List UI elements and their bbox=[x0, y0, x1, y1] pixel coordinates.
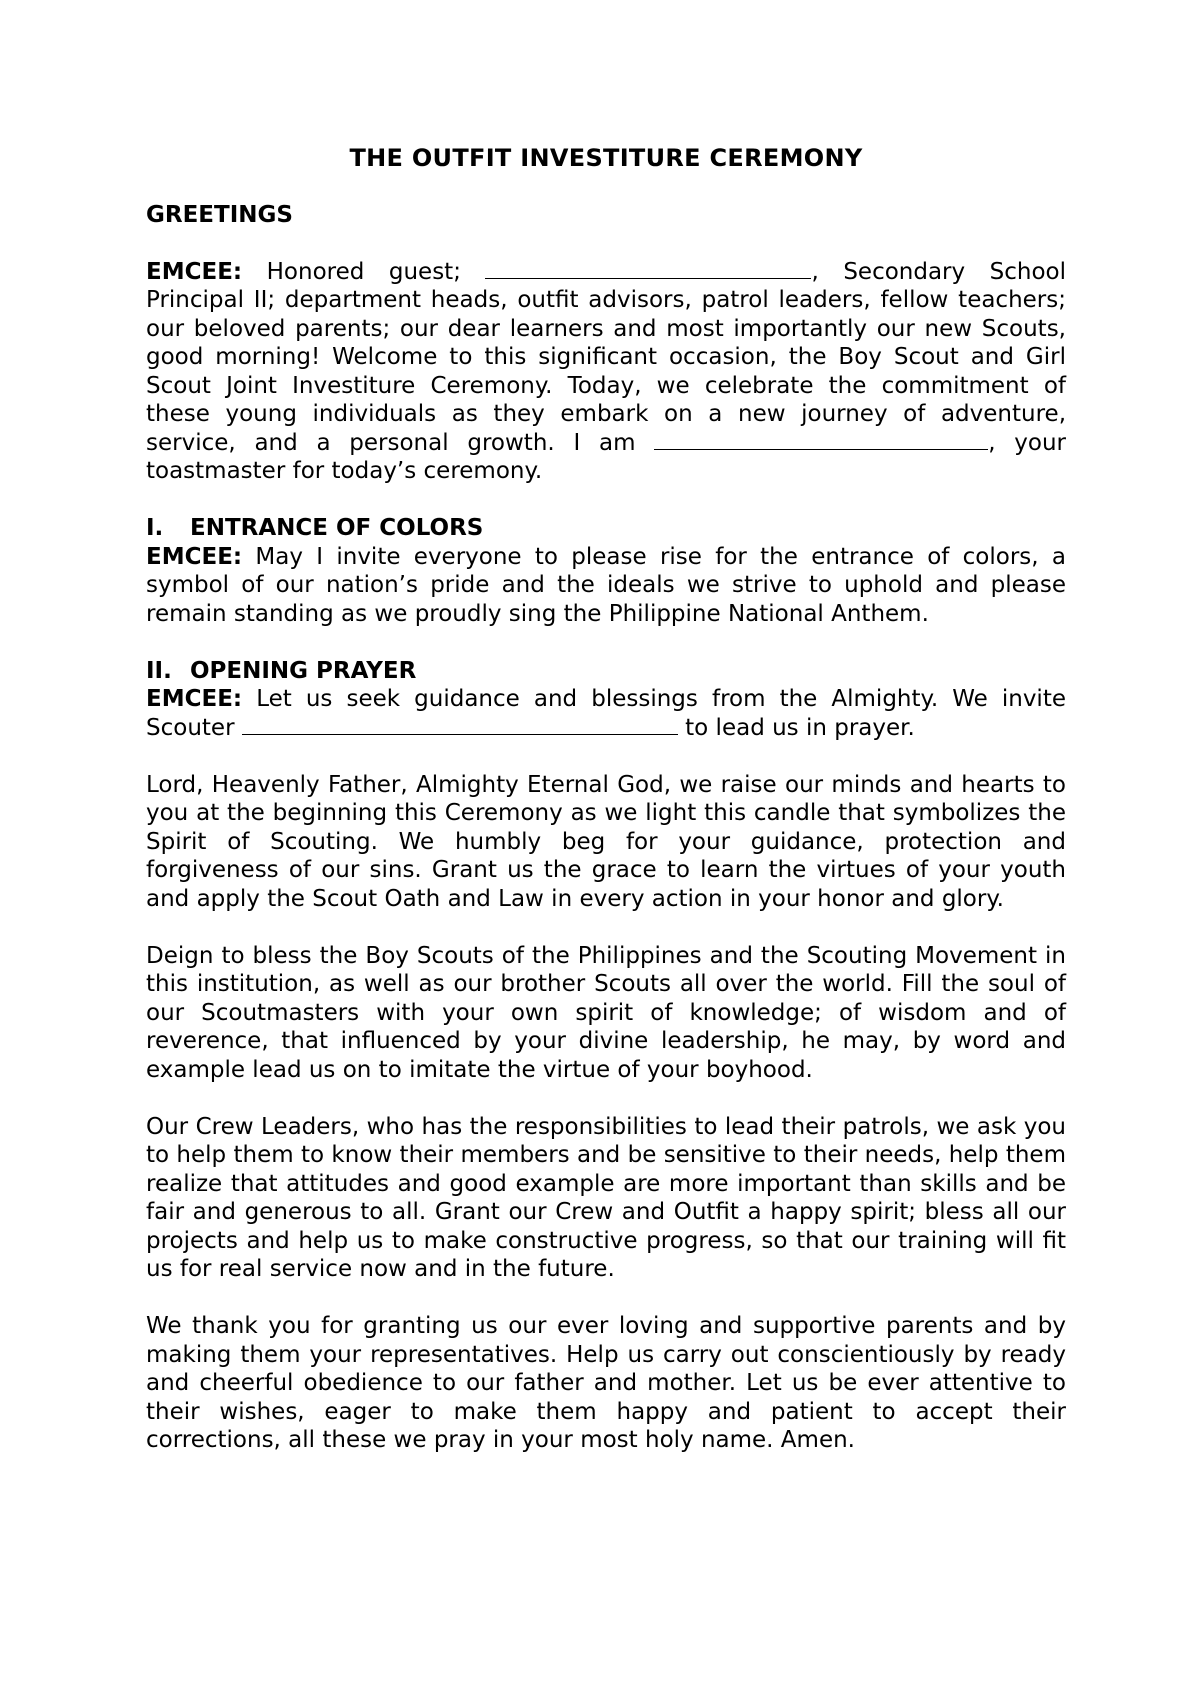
prayer-paragraph-1: Lord, Heavenly Father, Almighty Eternal God, we raise our minds and hearts to you at the beginning this Ceremony as we light this candle that symbolizes the Spirit of Scouting. We humbly beg for your guidance, protection and forgiveness of our sins. Grant us the grace to learn the virtues of your youth and apply the Scout Oath and Law in every action in your honor and glory. bbox=[146, 771, 1066, 912]
spacer bbox=[146, 229, 1066, 258]
spacer bbox=[146, 913, 1066, 942]
section-1-paragraph bbox=[146, 543, 1066, 629]
toastmaster-name-blank bbox=[654, 429, 988, 450]
spacer bbox=[146, 628, 1066, 657]
prayer-paragraph-3: Our Crew Leaders, who has the responsibilities to lead their patrols, we ask you to help them to know their members and be sensitive to their needs, help them realize that attitudes and good example are more important than skills and be fair and generous to all. Grant our Crew and Outfit a happy spirit; bless all our projects and help us to make constructive progress, so that our training will fit us for real service now and in the future. bbox=[146, 1113, 1066, 1282]
section-2-paragraph bbox=[146, 685, 1066, 742]
section-1-number: I. bbox=[146, 515, 164, 541]
greetings-heading: GREETINGS bbox=[146, 201, 293, 228]
section-2-text-1: Let us seek guidance and blessings from the Almighty. We invite Scouter bbox=[146, 686, 1066, 741]
emcee-label: EMCEE: bbox=[146, 258, 243, 285]
greetings-text-3: , your toastmaster for today’s ceremony. bbox=[146, 429, 1067, 484]
prayer-paragraph-2: Deign to bless the Boy Scouts of the Philippines and the Scouting Movement in this institution, as well as our brother Scouts all over the world. Fill the soul of our Scoutmasters with your own spirit of knowledge; of wisdom and of reverence, that influenced by your divine leadership, he may, by word and example lead us on to imitate the virtue of your boyhood. bbox=[146, 942, 1066, 1083]
section-2-number: II. bbox=[146, 657, 172, 684]
guest-name-blank bbox=[485, 258, 811, 279]
document-page bbox=[146, 144, 1066, 1455]
prayer-paragraph-4: We thank you for granting us our ever loving and supportive parents and by making them your representatives. Help us carry out conscientiously by ready and cheerful obedience to our father and mother. Let us be ever attentive to their wishes, eager to make them happy and patient to accept their corrections, all these we pray in your most holy name. Amen. bbox=[146, 1313, 1066, 1453]
section-2-title: OPENING PRAYER bbox=[190, 657, 417, 684]
section-1-title: ENTRANCE OF COLORS bbox=[190, 515, 484, 541]
greetings-text-1: Honored guest; bbox=[266, 258, 486, 285]
spacer bbox=[146, 742, 1066, 771]
emcee-label: EMCEE: bbox=[146, 686, 243, 712]
document-title: THE OUTFIT INVESTITURE CEREMONY bbox=[349, 144, 863, 172]
section-1-text: May I invite everyone to please rise for the entrance of colors, a symbol of our nation’s pride and the ideals we strive to uphold and please remain standing as we proudly sing the Philippine National Anthem. bbox=[146, 543, 1066, 627]
section-2-heading bbox=[146, 657, 1066, 686]
greetings-paragraph bbox=[146, 258, 1066, 486]
spacer bbox=[146, 1084, 1066, 1113]
scouter-name-blank bbox=[242, 714, 678, 735]
greetings-text-2: , Secondary School Principal II; department heads, outfit advisors, patrol leaders, fellow teachers; our beloved parents; our dear learners and most importantly our new Scouts, good morning! Welcome to this significant occasion, the Boy Scout and Girl Scout Joint Investiture Ceremony. Today, we celebrate the commitment of these young individuals as they embark on a new journey of adventure, service, and a personal growth. I am bbox=[146, 258, 1066, 456]
section-1-heading bbox=[146, 514, 1066, 543]
spacer bbox=[146, 1284, 1066, 1313]
emcee-label: EMCEE: bbox=[146, 543, 243, 570]
spacer bbox=[146, 486, 1066, 515]
section-2-text-2: to lead us in prayer. bbox=[677, 714, 915, 741]
